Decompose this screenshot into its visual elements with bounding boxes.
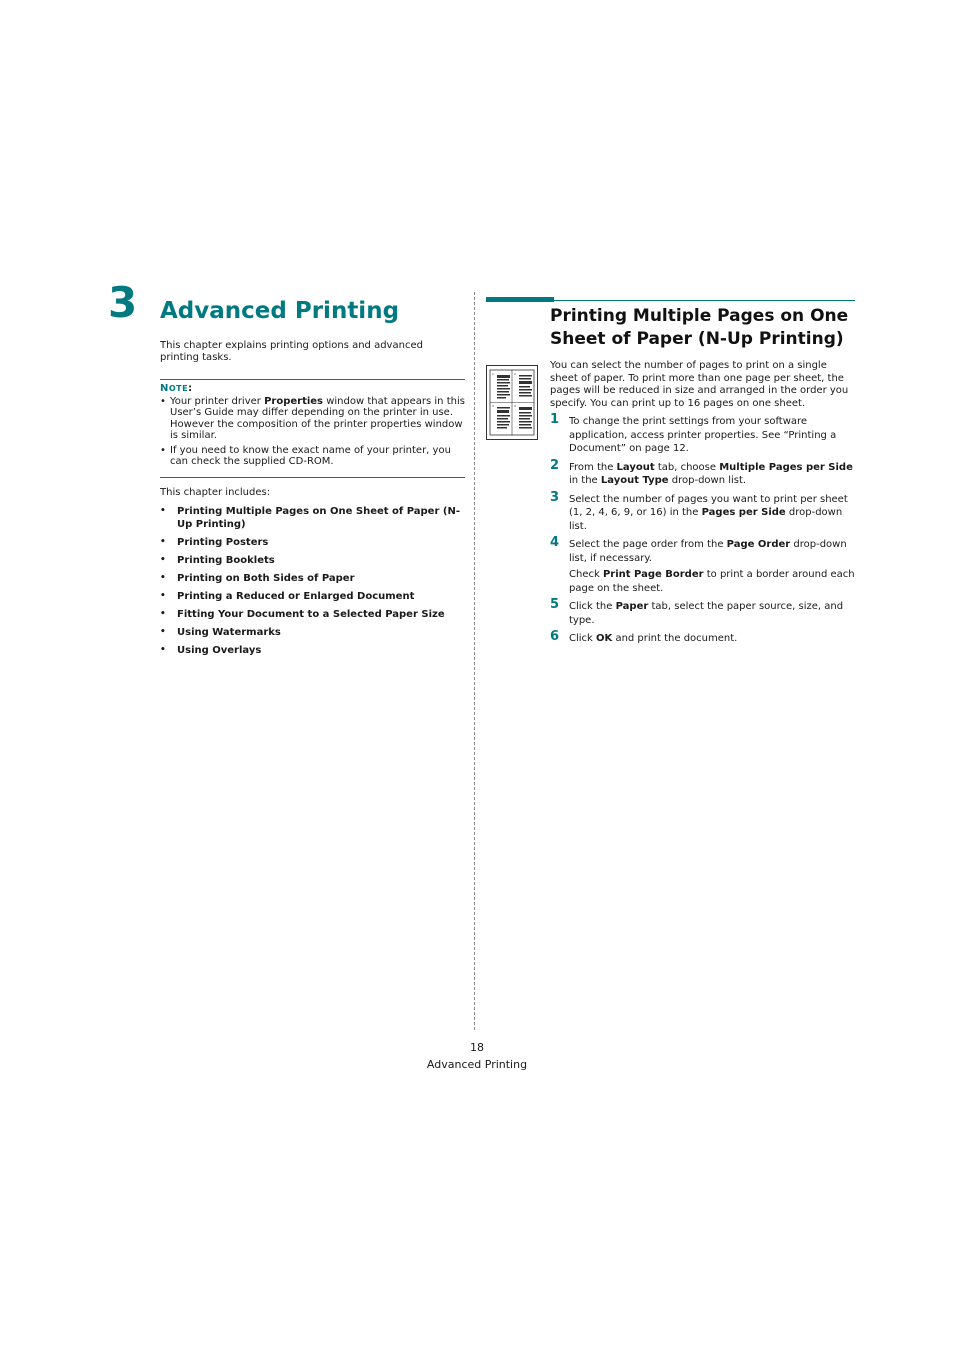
step-main-text bbox=[569, 538, 855, 565]
step-text: tab, choose bbox=[654, 461, 720, 473]
steps-list bbox=[550, 413, 855, 649]
step-text-bold: Layout bbox=[616, 461, 655, 473]
bullet-icon: • bbox=[160, 627, 166, 637]
step-body bbox=[569, 536, 855, 595]
step-text-bold: Print Page Border bbox=[602, 569, 704, 580]
includes-list-item-text: Fitting Your Document to a Selected Paper Size bbox=[177, 609, 445, 620]
includes-list-item bbox=[160, 626, 465, 639]
step-item bbox=[550, 459, 855, 488]
step-number: 6 bbox=[550, 629, 560, 644]
nup-page-label: 4 bbox=[514, 404, 516, 408]
includes-list-item-text: Printing on Both Sides of Paper bbox=[177, 573, 355, 584]
includes-list-item bbox=[160, 590, 465, 603]
note-box bbox=[160, 379, 465, 478]
step-text-bold: Paper bbox=[615, 601, 649, 612]
page-number: 18 bbox=[470, 1041, 484, 1054]
step-text-bold: Pages per Side bbox=[701, 507, 786, 518]
step-text: tab, select the paper source, size, and type. bbox=[569, 601, 844, 626]
includes-list-item-text: Printing Multiple Pages on One Sheet of Paper (N-Up Printing) bbox=[177, 506, 460, 530]
step-main-text bbox=[569, 493, 855, 534]
includes-list-item bbox=[160, 505, 465, 531]
nup-page-label: 3 bbox=[492, 404, 494, 408]
step-text: Select the number of pages you want to print per sheet (1, 2, 4, 6, 9, or 16) in the bbox=[569, 493, 848, 518]
includes-list-item-text: Printing a Reduced or Enlarged Document bbox=[177, 591, 415, 602]
bullet-icon: • bbox=[160, 555, 166, 565]
note-item bbox=[160, 396, 465, 441]
step-text: To change the print settings from your software application, access printer properties. See “Printing a Document” on page 12. bbox=[569, 416, 837, 454]
includes-list-item bbox=[160, 554, 465, 567]
footer-title: Advanced Printing bbox=[426, 1058, 528, 1071]
bullet-icon: • bbox=[160, 537, 166, 547]
includes-list-item-text: Using Overlays bbox=[177, 645, 262, 656]
step-number: 2 bbox=[550, 457, 560, 473]
section-title: Printing Multiple Pages on One Sheet of Paper (N-Up Printing) bbox=[550, 306, 849, 349]
step-item bbox=[550, 491, 855, 534]
chapter-number: 3 bbox=[108, 278, 138, 327]
step-text: From the bbox=[569, 461, 617, 473]
section-rule-accent bbox=[486, 297, 554, 302]
includes-list-item-text: Using Watermarks bbox=[177, 627, 281, 638]
chapter-title: Advanced Printing bbox=[160, 298, 400, 324]
nup-sheet-icon bbox=[487, 366, 537, 439]
step-item bbox=[550, 536, 855, 595]
step-text: drop-down list. bbox=[569, 507, 843, 532]
step-text-bold: Layout Type bbox=[600, 475, 669, 486]
section-intro: You can select the number of pages to print on a single sheet of paper. To print more than one page per sheet, the pages will be reduced in size and arranged in the order you specify. You can print up to 16 pages on one sheet. bbox=[550, 360, 849, 409]
step-body bbox=[569, 630, 855, 646]
note-item-text-bold: Properties bbox=[264, 396, 324, 407]
step-text: to print a border around each page on the sheet. bbox=[569, 569, 855, 594]
nup-illustration bbox=[486, 365, 538, 440]
bullet-icon: • bbox=[160, 396, 166, 407]
includes-list-item-text: Printing Booklets bbox=[177, 555, 275, 566]
nup-page-label: 1 bbox=[492, 372, 494, 376]
includes-list-item bbox=[160, 608, 465, 621]
note-label-colon: : bbox=[188, 383, 193, 394]
bullet-icon: • bbox=[160, 591, 166, 601]
step-body bbox=[569, 598, 855, 627]
column-divider bbox=[474, 292, 475, 1030]
step-text: Click bbox=[569, 633, 597, 644]
note-label bbox=[160, 383, 465, 394]
step-main-text bbox=[569, 461, 855, 488]
step-main-text bbox=[569, 600, 855, 627]
step-text: in the bbox=[569, 475, 601, 486]
step-number: 5 bbox=[550, 597, 560, 612]
chapter-intro: This chapter explains printing options and advanced printing tasks. bbox=[160, 340, 423, 363]
includes-list-item bbox=[160, 572, 465, 585]
note-item-text bbox=[170, 396, 465, 441]
step-text-bold: OK bbox=[596, 633, 613, 644]
note-items bbox=[160, 396, 465, 468]
step-number: 4 bbox=[550, 535, 560, 550]
note-item-text bbox=[170, 445, 465, 468]
step-main-text bbox=[569, 632, 855, 646]
step-text: and print the document. bbox=[612, 633, 738, 644]
bullet-icon: • bbox=[160, 445, 166, 457]
includes-intro: This chapter includes: bbox=[160, 487, 271, 498]
step-main-text bbox=[569, 415, 855, 456]
step-text: drop-down list. bbox=[668, 475, 747, 486]
step-text-bold: Multiple Pages per Side bbox=[719, 461, 853, 473]
includes-list-item bbox=[160, 644, 465, 657]
step-item bbox=[550, 413, 855, 456]
note-item bbox=[160, 445, 465, 468]
note-label-rest: OTE bbox=[168, 384, 189, 393]
bullet-icon: • bbox=[160, 609, 166, 619]
step-number: 3 bbox=[550, 489, 560, 505]
bullet-icon: • bbox=[160, 506, 166, 516]
step-text: Select the page order from the bbox=[569, 539, 727, 550]
includes-list-item-text: Printing Posters bbox=[177, 537, 269, 548]
step-body bbox=[569, 413, 855, 456]
note-item-text-pre: If you need to know the exact name of your printer, you can check the supplied CD-ROM. bbox=[170, 445, 451, 468]
step-item bbox=[550, 630, 855, 646]
note-item-text-post: window that appears in this User’s Guide may differ depending on the printer in use. However the composition of the printer properties window is similar. bbox=[170, 396, 465, 441]
step-body bbox=[569, 491, 855, 534]
note-label-initial: N bbox=[160, 383, 169, 394]
nup-page-label: 2 bbox=[514, 372, 516, 376]
step-text-bold: Page Order bbox=[726, 539, 791, 550]
includes-list-item bbox=[160, 536, 465, 549]
step-number: 1 bbox=[550, 412, 560, 427]
bullet-icon: • bbox=[160, 573, 166, 583]
step-text: Click the bbox=[569, 601, 616, 612]
step-item bbox=[550, 598, 855, 627]
step-extra-text bbox=[569, 568, 855, 595]
step-text: drop-down list, if necessary. bbox=[569, 539, 847, 564]
step-body bbox=[569, 459, 855, 488]
step-text: Check bbox=[569, 569, 603, 580]
note-item-text-pre: Your printer driver bbox=[170, 396, 265, 407]
bullet-icon: • bbox=[160, 645, 166, 655]
includes-list bbox=[160, 505, 465, 662]
